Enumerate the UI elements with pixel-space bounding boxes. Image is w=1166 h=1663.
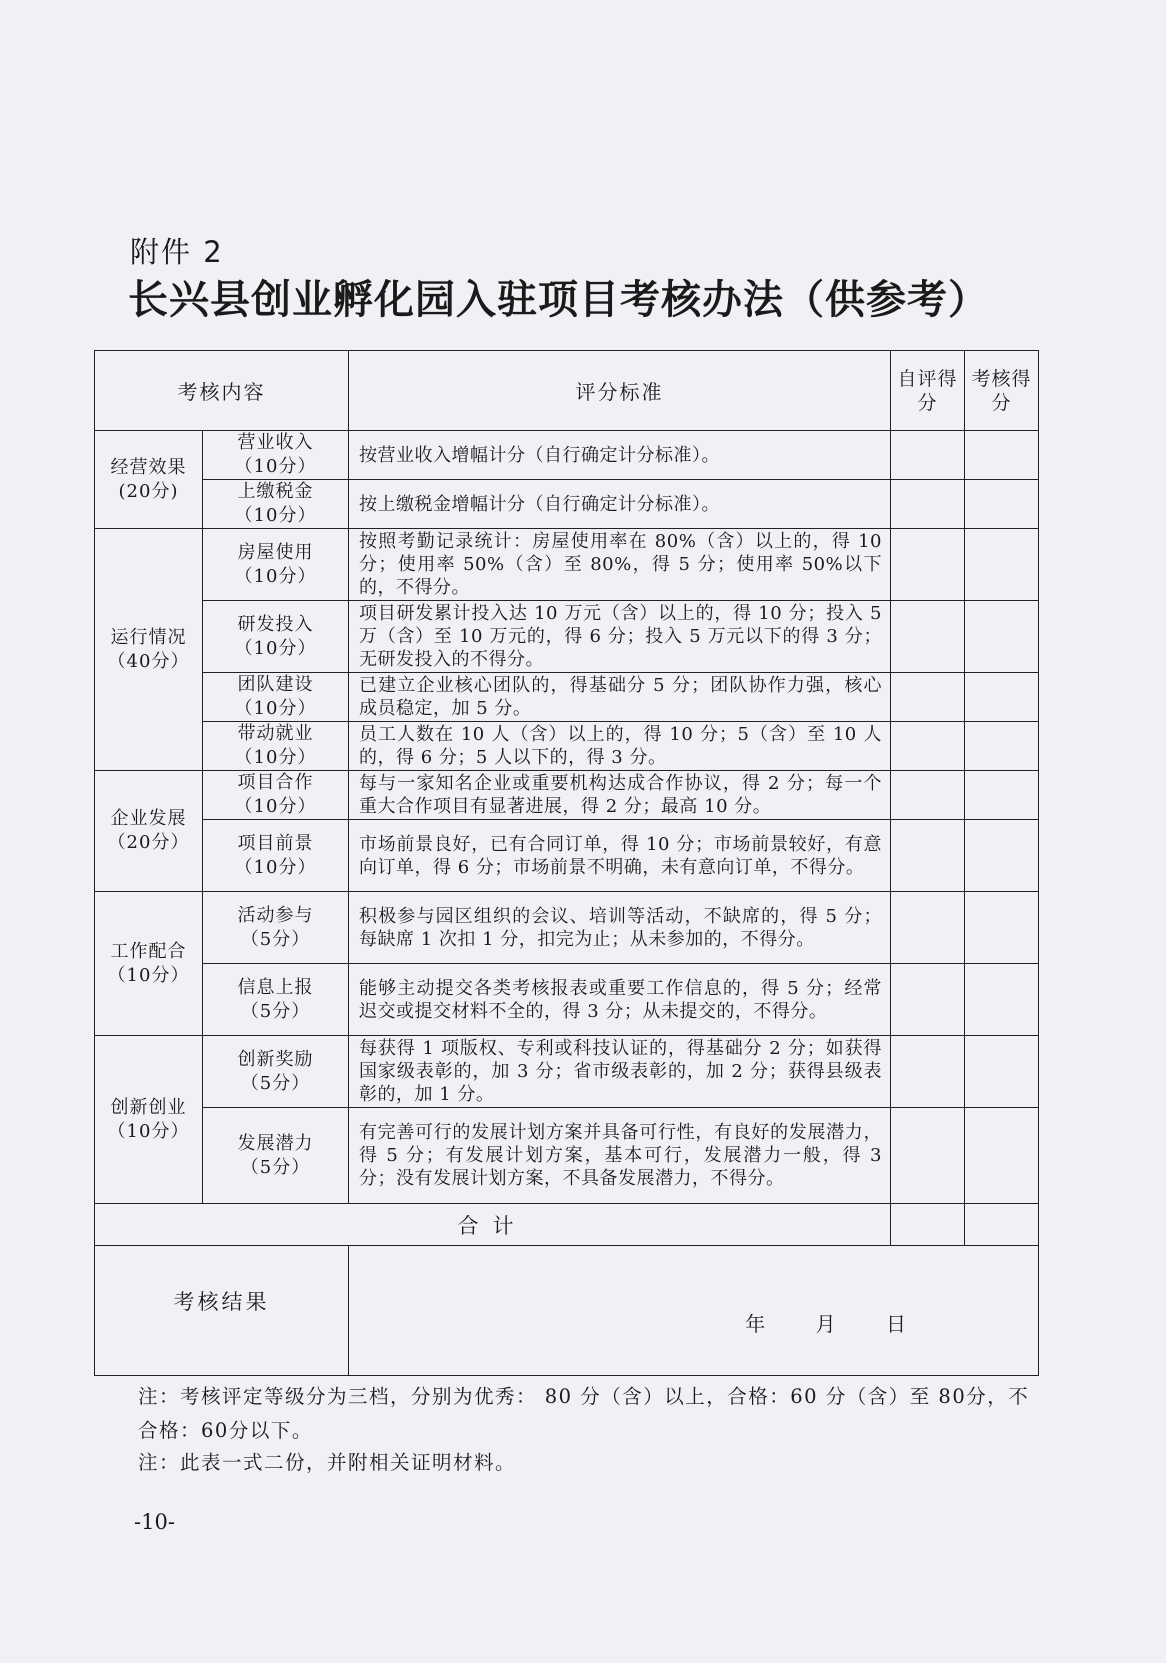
criteria-cell: 已建立企业核心团队的，得基础分 5 分；团队协作力强，核心成员稳定，加 5 分。 [349,673,891,722]
review-score-cell[interactable] [965,1036,1039,1108]
self-score-cell[interactable] [891,480,965,529]
review-score-cell[interactable] [965,529,1039,601]
result-cell[interactable] [349,1246,1039,1376]
category-cell [95,431,203,529]
criteria-cell: 每获得 1 项版权、专利或科技认证的，得基础分 2 分；如获得国家级表彰的，加 3 分；省市级表彰的，加 2 分；获得县级表彰的，加 1 分。 [349,1036,891,1108]
self-score-cell[interactable] [891,771,965,820]
item-cell: 创新奖励 （5分） [203,1036,349,1108]
table-row [95,722,1039,771]
header-self-score: 自评得分 [891,351,965,431]
criteria-cell: 每与一家知名企业或重要机构达成合作协议，得 2 分；每一个重大合作项目有显著进展，得 2 分；最高 10 分。 [349,771,891,820]
self-score-cell[interactable] [891,722,965,771]
table-row [95,771,1039,820]
date-label: 年 月 日 [745,1312,928,1336]
category-points: （10分） [107,964,190,986]
item-cell: 房屋使用 （10分） [203,529,349,601]
category-points: （20分） [107,832,190,853]
self-score-cell[interactable] [891,892,965,964]
table-row [95,1108,1039,1204]
item-cell: 营业收入 （10分） [203,431,349,480]
category-points: (20分) [118,480,179,502]
attachment-label: 附件 2 [130,235,224,269]
review-score-cell[interactable] [965,722,1039,771]
header-criteria: 评分标准 [349,351,891,431]
note-copies: 注：此表一式二份，并附相关证明材料。 [138,1451,517,1474]
self-score-cell[interactable] [891,431,965,480]
criteria-cell: 按营业收入增幅计分（自行确定计分标准）。 [349,431,891,480]
review-score-total-cell[interactable] [965,1204,1039,1246]
self-score-cell[interactable] [891,964,965,1036]
total-label: 合计 [95,1204,891,1246]
table-row [95,964,1039,1036]
category-name: 企业发展 [110,808,187,829]
page-number: -10- [134,1510,175,1534]
self-score-cell[interactable] [891,601,965,673]
category-name: 运行情况 [110,626,187,648]
category-cell [95,529,203,771]
document-title: 长兴县创业孵化园入驻项目考核办法（供参考） [128,277,989,323]
table-row [95,892,1039,964]
table-row [95,820,1039,892]
category-points: （10分） [107,1120,190,1142]
header-review-score: 考核得分 [965,351,1039,431]
self-score-cell[interactable] [891,529,965,601]
assessment-table [94,350,1039,1376]
note-grading: 注：考核评定等级分为三档，分别为优秀： 80 分（含）以上，合格：60 分（含）至 80分，不合格：60分以下。 [138,1385,1030,1442]
item-cell: 研发投入 （10分） [203,601,349,673]
total-row [95,1204,1039,1246]
review-score-cell[interactable] [965,892,1039,964]
result-label: 考核结果 [95,1246,349,1376]
table-row [95,673,1039,722]
criteria-cell: 积极参与园区组织的会议、培训等活动，不缺席的，得 5 分；每缺席 1 次扣 1 分，扣完为止；从未参加的，不得分。 [349,892,891,964]
item-cell: 项目前景 （10分） [203,820,349,892]
item-cell: 发展潜力 （5分） [203,1108,349,1204]
review-score-cell[interactable] [965,820,1039,892]
table-row [95,601,1039,673]
self-score-cell[interactable] [891,820,965,892]
item-cell: 上缴税金 （10分） [203,480,349,529]
review-score-cell[interactable] [965,601,1039,673]
review-score-cell[interactable] [965,480,1039,529]
category-points: （40分） [107,650,190,672]
header-content: 考核内容 [95,351,349,431]
category-cell [95,771,203,892]
item-cell: 带动就业 （10分） [203,722,349,771]
criteria-cell: 能够主动提交各类考核报表或重要工作信息的，得 5 分；经常迟交或提交材料不全的，得 3 分；从未提交的，不得分。 [349,964,891,1036]
result-row [95,1246,1039,1376]
criteria-cell: 市场前景良好，已有合同订单，得 10 分；市场前景较好，有意向订单，得 6 分；市场前景不明确，未有意向订单，不得分。 [349,820,891,892]
category-name: 创新创业 [110,1096,187,1118]
table-row [95,1036,1039,1108]
category-cell [95,892,203,1036]
category-name: 工作配合 [110,940,187,962]
review-score-cell[interactable] [965,1108,1039,1204]
item-cell: 信息上报 （5分） [203,964,349,1036]
criteria-cell: 按照考勤记录统计：房屋使用率在 80%（含）以上的，得 10 分；使用率 50%（含）至 80%，得 5 分；使用率 50%以下的，不得分。 [349,529,891,601]
item-cell: 项目合作 （10分） [203,771,349,820]
review-score-cell[interactable] [965,771,1039,820]
table-row [95,529,1039,601]
criteria-cell: 有完善可行的发展计划方案并具备可行性，有良好的发展潜力，得 5 分；有发展计划方案，基本可行，发展潜力一般，得 3 分；没有发展计划方案，不具备发展潜力，不得分。 [349,1108,891,1204]
item-cell: 团队建设 （10分） [203,673,349,722]
item-cell: 活动参与 （5分） [203,892,349,964]
review-score-cell[interactable] [965,964,1039,1036]
self-score-cell[interactable] [891,673,965,722]
self-score-total-cell[interactable] [891,1204,965,1246]
self-score-cell[interactable] [891,1036,965,1108]
review-score-cell[interactable] [965,431,1039,480]
category-name: 经营效果 [110,456,187,478]
table-header-row [95,351,1039,431]
self-score-cell[interactable] [891,1108,965,1204]
review-score-cell[interactable] [965,673,1039,722]
criteria-cell: 项目研发累计投入达 10 万元（含）以上的，得 10 分；投入 5 万（含）至 10 万元的，得 6 分；投入 5 万元以下的得 3 分；无研发投入的不得分。 [349,601,891,673]
table-row [95,480,1039,529]
criteria-cell: 按上缴税金增幅计分（自行确定计分标准）。 [349,480,891,529]
criteria-cell: 员工人数在 10 人（含）以上的，得 10 分；5（含）至 10 人的，得 6 分；5 人以下的，得 3 分。 [349,722,891,771]
table-row [95,431,1039,480]
category-cell [95,1036,203,1204]
